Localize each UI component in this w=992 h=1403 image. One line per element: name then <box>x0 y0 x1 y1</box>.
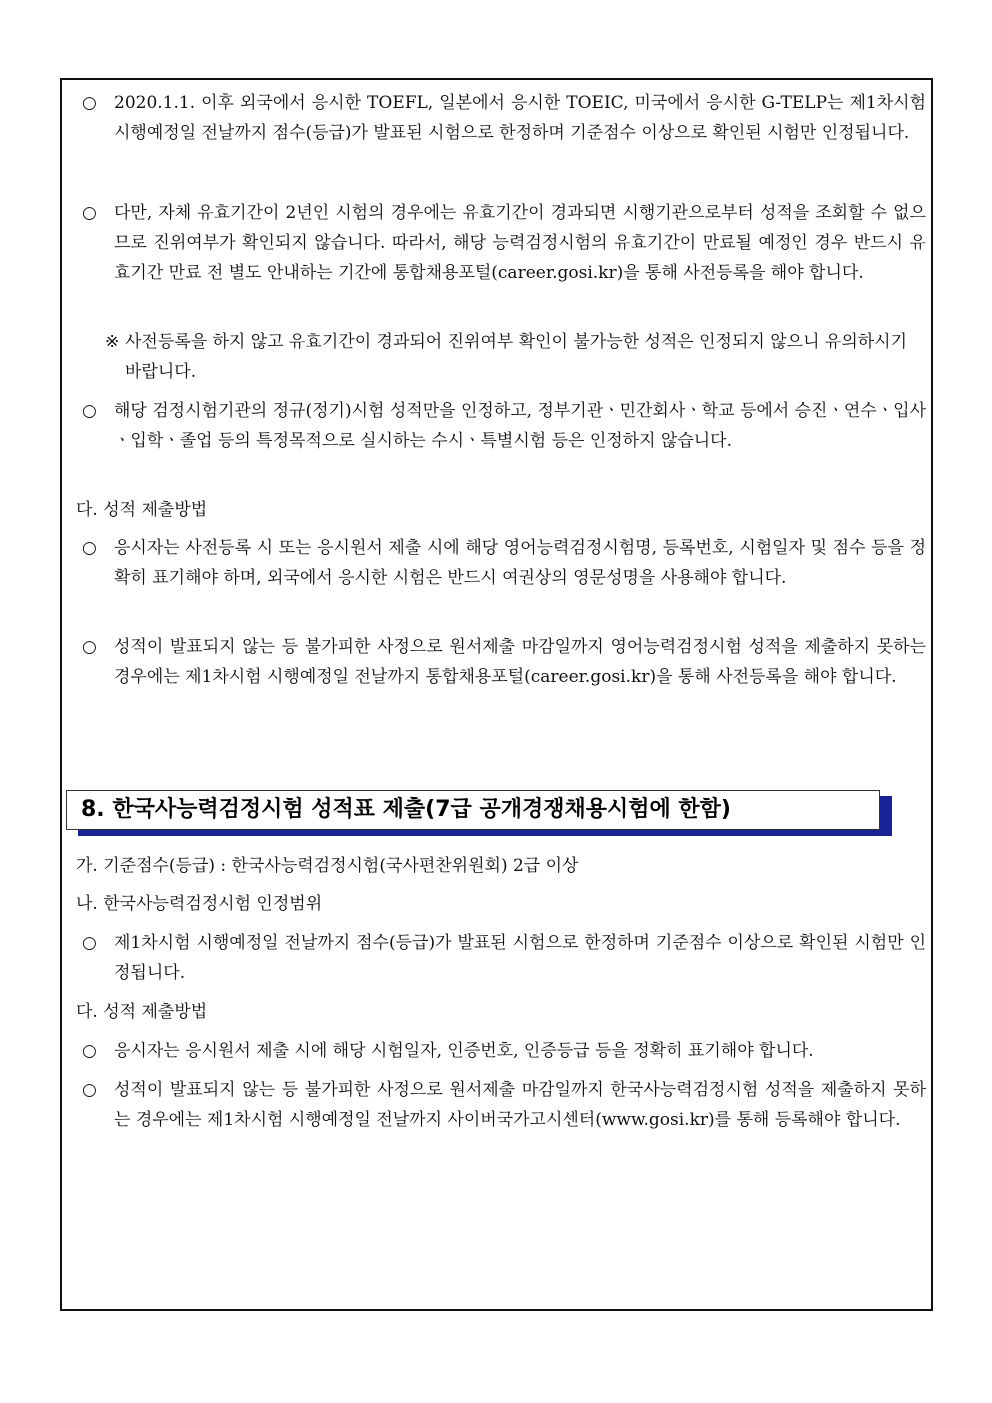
subheading: 가. 기준점수(등급) : 한국사능력검정시험(국사편찬위원회) 2급 이상 <box>76 856 579 876</box>
list-item <box>82 632 926 692</box>
bullet-circle-icon: ○ <box>82 203 97 223</box>
bullet-circle-icon: ○ <box>82 933 97 953</box>
bullet-circle-icon: ○ <box>82 93 97 113</box>
list-item-text: 제1차시험 시행예정일 전날까지 점수(등급)가 발표된 시험으로 한정하며 기준점수 이상으로 확인된 시험만 인정됩니다. <box>114 933 926 983</box>
list-item-text: 응시자는 사전등록 시 또는 응시원서 제출 시에 해당 영어능력검정시험명, 등록번호, 시험일자 및 점수 등을 정확히 표기해야 하며, 외국에서 응시한 시험은 반드시 여권상의 영문성명을 사용해야 합니다. <box>114 538 926 588</box>
list-item <box>82 88 926 148</box>
bullet-circle-icon: ○ <box>82 1041 97 1061</box>
list-item-text: 응시자는 응시원서 제출 시에 해당 시험일자, 인증번호, 인증등급 등을 정확히 표기해야 합니다. <box>114 1041 814 1061</box>
section-title-text: 8. 한국사능력검정시험 성적표 제출(7급 공개경쟁채용시험에 한함) <box>81 797 731 822</box>
list-item <box>82 533 926 593</box>
section-title <box>66 790 880 830</box>
note <box>105 327 925 387</box>
reference-mark-icon: ※ <box>105 332 120 352</box>
list-item-text: 성적이 발표되지 않는 등 불가피한 사정으로 원서제출 마감일까지 한국사능력검정시험 성적을 제출하지 못하는 경우에는 제1차시험 시행예정일 전날까지 사이버국가고시센터(www.gosi.kr)를 통해 등록해야 합니다. <box>114 1080 926 1130</box>
list-item <box>82 198 926 288</box>
list-item-text: 해당 검정시험기관의 정규(정기)시험 성적만을 인정하고, 정부기관ㆍ민간회사ㆍ학교 등에서 승진ㆍ연수ㆍ입사ㆍ입학ㆍ졸업 등의 특정목적으로 실시하는 수시ㆍ특별시험 등은 인정하지 않습니다. <box>114 401 926 451</box>
list-item <box>82 1036 926 1066</box>
note-text: 사전등록을 하지 않고 유효기간이 경과되어 진위여부 확인이 불가능한 성적은 인정되지 않으니 유의하시기 바랍니다. <box>125 332 908 382</box>
bullet-circle-icon: ○ <box>82 1080 97 1100</box>
list-item <box>82 396 926 456</box>
subheading: 다. 성적 제출방법 <box>76 1002 208 1022</box>
subheading: 나. 한국사능력검정시험 인정범위 <box>76 894 323 914</box>
list-item-text: 2020.1.1. 이후 외국에서 응시한 TOEFL, 일본에서 응시한 TOEIC, 미국에서 응시한 G-TELP는 제1차시험 시행예정일 전날까지 점수(등급)가 발표된 시험으로 한정하며 기준점수 이상으로 확인된 시험만 인정됩니다. <box>114 93 926 143</box>
list-item-text: 성적이 발표되지 않는 등 불가피한 사정으로 원서제출 마감일까지 영어능력검정시험 성적을 제출하지 못하는 경우에는 제1차시험 시행예정일 전날까지 통합채용포털(career.gosi.kr)을 통해 사전등록을 해야 합니다. <box>114 637 926 687</box>
subheading: 다. 성적 제출방법 <box>76 500 208 520</box>
bullet-circle-icon: ○ <box>82 401 97 421</box>
bullet-circle-icon: ○ <box>82 637 97 657</box>
bullet-circle-icon: ○ <box>82 538 97 558</box>
list-item <box>82 1075 926 1135</box>
list-item <box>82 928 926 988</box>
list-item-text: 다만, 자체 유효기간이 2년인 시험의 경우에는 유효기간이 경과되면 시행기관으로부터 성적을 조회할 수 없으므로 진위여부가 확인되지 않습니다. 따라서, 해당 능력검정시험의 유효기간이 만료될 예정인 경우 반드시 유효기간 만료 전 별도 안내하는 기간에 통합채용포털(career.gosi.kr)을 통해 사전등록을 해야 합니다. <box>114 203 926 283</box>
